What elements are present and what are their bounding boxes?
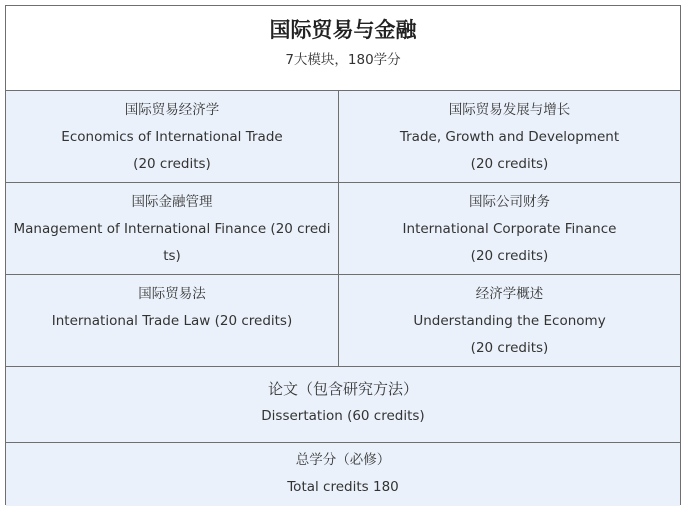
table-row-dissertation xyxy=(6,367,680,443)
module-cell-international-corporate-finance xyxy=(339,183,680,274)
module-name-en: Economics of International Trade xyxy=(61,129,283,145)
total-label-en: Total credits 180 xyxy=(287,479,399,495)
dissertation-name-en: Dissertation (60 credits) xyxy=(261,408,425,424)
table-row xyxy=(6,183,680,275)
table-header xyxy=(6,6,680,91)
module-name-cn: 国际贸易经济学 xyxy=(124,102,220,118)
module-credits: (20 credits) xyxy=(133,156,211,172)
total-label-cn: 总学分（必修） xyxy=(295,452,391,468)
module-cell-international-finance-management xyxy=(6,183,339,274)
module-name-en: International Trade Law (20 credits) xyxy=(51,313,293,329)
module-name-cn: 国际公司财务 xyxy=(469,194,550,210)
module-name-cn: 国际贸易发展与增长 xyxy=(448,102,571,118)
dissertation-name-cn: 论文（包含研究方法） xyxy=(267,380,418,398)
module-name-en: Trade, Growth and Development xyxy=(399,129,620,145)
table-row xyxy=(6,91,680,183)
module-name-en: Management of International Finance (20 credits) xyxy=(13,221,331,264)
module-credits: (20 credits) xyxy=(470,156,549,172)
module-credits: (20 credits) xyxy=(470,248,549,264)
module-name-en: Understanding the Economy xyxy=(413,313,606,329)
module-cell-trade-growth-development xyxy=(339,91,680,182)
program-subtitle: 7大模块，180学分 xyxy=(285,52,401,68)
program-title: 国际贸易与金融 xyxy=(269,18,417,42)
module-cell-international-trade-economics xyxy=(6,91,339,182)
total-credits-cell xyxy=(6,443,680,506)
module-name-cn: 国际贸易法 xyxy=(138,286,206,302)
curriculum-table xyxy=(5,5,681,505)
module-credits: (20 credits) xyxy=(470,340,549,356)
module-name-cn: 经济学概述 xyxy=(475,286,544,302)
module-name-en: International Corporate Finance xyxy=(402,221,617,237)
dissertation-cell xyxy=(6,367,680,442)
table-row-total xyxy=(6,443,680,506)
module-name-cn: 国际金融管理 xyxy=(131,194,213,210)
module-cell-international-trade-law xyxy=(6,275,339,366)
module-cell-understanding-economy xyxy=(339,275,680,366)
table-row xyxy=(6,275,680,367)
